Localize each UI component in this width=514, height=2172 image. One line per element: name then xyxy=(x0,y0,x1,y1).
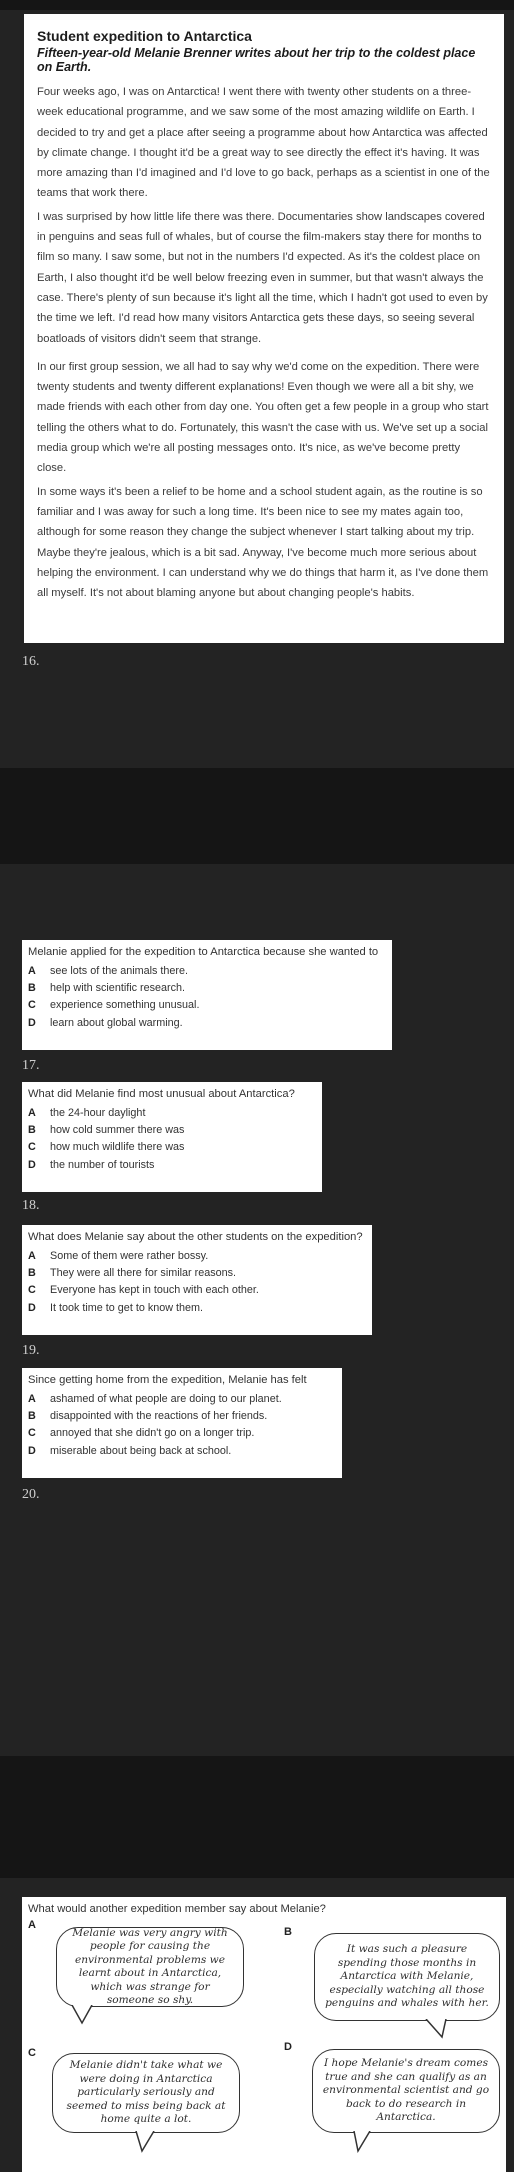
answer-option[interactable] xyxy=(28,1248,366,1265)
answer-option[interactable] xyxy=(28,1157,316,1174)
question-stem: What would another expedition member say about Melanie? xyxy=(28,1903,326,1915)
separator-band xyxy=(0,0,514,10)
speech-bubble-b[interactable] xyxy=(314,1933,500,2021)
option-text: help with scientific research. xyxy=(50,982,186,995)
option-letter: C xyxy=(28,2047,36,2059)
option-text: see lots of the animals there. xyxy=(50,965,189,977)
option-letter: D xyxy=(28,1016,36,1029)
article-paragraph: I was surprised by how little life there was there. Documentaries show landscapes covered in penguins and seas full of whales, but of course the film-makers stay there for months to film so many. I saw some, but not in the numbers I'd expected. As it's the coldest place on Earth, I also thought it'd be well below freezing even in summer, but that wasn't always the case. There's plenty of sun because it's light all the time, which I hadn't got used to even by the time we left. I'd read how many visitors Antarctica gets these days, so seeing several boatloads of visitors didn't seem that strange. xyxy=(37,210,488,345)
option-letter: B xyxy=(28,982,36,995)
option-text: It was such a pleasure spending those months in Antarctica with Melanie, especially watching all those penguins and whales with her. xyxy=(325,1943,489,2010)
option-letter: A xyxy=(28,1250,36,1262)
answer-option[interactable] xyxy=(28,1139,316,1156)
article-paragraph: In our first group session, we all had to say why we'd come on the expedition. There were twenty students and twenty different explanations! Even though we were all a bit shy, we made friends with each other from day one. You often get a few people in a group who start telling the others what to do. Fortunately, this wasn't the case with us. We've set up a social media group which we're all posting messages onto. It's nice, as we've become pretty close. xyxy=(37,360,489,475)
answer-option[interactable] xyxy=(28,997,386,1014)
speech-bubble-tail xyxy=(352,2131,382,2153)
option-letter: D xyxy=(28,1301,36,1314)
answer-option[interactable] xyxy=(28,1443,336,1460)
option-letter: B xyxy=(284,1926,292,1938)
article-subtitle: Fifteen-year-old Melanie Brenner writes about her trip to the coldest place on Earth. xyxy=(37,46,476,74)
option-letter: C xyxy=(28,999,36,1012)
option-letter: C xyxy=(28,1141,36,1154)
answer-option[interactable] xyxy=(28,1122,316,1139)
option-text: miserable about being back at school. xyxy=(50,1444,232,1457)
option-text: the 24-hour daylight xyxy=(50,1107,146,1119)
option-letter: D xyxy=(28,1444,36,1457)
option-text: Everyone has kept in touch with each other. xyxy=(50,1284,259,1297)
question-number: 19. xyxy=(22,1343,40,1358)
answer-option[interactable] xyxy=(28,1300,366,1317)
separator-band xyxy=(0,768,514,864)
speech-bubbles-card xyxy=(22,1897,506,2172)
answer-option[interactable] xyxy=(28,1425,336,1442)
article-title: Student expedition to Antarctica xyxy=(37,28,252,44)
option-text: ashamed of what people are doing to our planet. xyxy=(50,1393,282,1405)
speech-bubble-tail xyxy=(422,2019,452,2039)
option-text: how much wildlife there was xyxy=(50,1141,185,1154)
speech-bubble-tail xyxy=(132,2131,162,2153)
option-letter: D xyxy=(284,2041,292,2053)
answer-option[interactable] xyxy=(28,963,386,980)
article-panel xyxy=(24,14,504,643)
question-card xyxy=(22,940,392,1050)
option-text: Melanie didn't take what we were doing in Antarctica particularly seriously and seemed to miss being back at home quite a lot. xyxy=(66,2059,226,2126)
option-text: the number of tourists xyxy=(50,1158,155,1171)
option-text: learn about global warming. xyxy=(50,1016,183,1029)
option-letter: A xyxy=(28,1107,36,1119)
answer-option[interactable] xyxy=(28,980,386,997)
answer-option[interactable] xyxy=(28,1105,316,1122)
answer-option[interactable] xyxy=(28,1265,366,1282)
question-stem: What does Melanie say about the other students on the expedition? xyxy=(28,1231,363,1243)
speech-bubble-c[interactable] xyxy=(52,2053,240,2133)
option-text: Some of them were rather bossy. xyxy=(50,1250,209,1262)
article-paragraph: In some ways it's been a relief to be home and a school student again, as the routine is so familiar and I was away for such a long time. It's been nice to see my mates again too, although for some reason they change the subject whenever I start talking about my trip. Maybe they're jealous, which is a bit sad. Anyway, I've become much more serious about helping the environment. I can understand why we do things that harm it, as I've done them all myself. It's not about blaming anyone but about changing people's habits. xyxy=(37,485,489,600)
option-text: I hope Melanie's dream comes true and she can qualify as an environmental scientist and go back to do research in Antarctica. xyxy=(322,2057,490,2124)
question-card xyxy=(22,1082,322,1192)
option-text: It took time to get to know them. xyxy=(50,1301,204,1314)
speech-bubble-a[interactable] xyxy=(56,1927,244,2007)
option-letter: B xyxy=(28,1124,36,1137)
question-stem: What did Melanie find most unusual about Antarctica? xyxy=(28,1088,295,1100)
question-number: 17. xyxy=(22,1058,40,1073)
option-text: experience something unusual. xyxy=(50,999,200,1012)
option-letter: A xyxy=(28,1393,36,1405)
question-number: 20. xyxy=(22,1487,40,1502)
question-stem: Melanie applied for the expedition to Antarctica because she wanted to xyxy=(28,946,379,958)
question-number: 18. xyxy=(22,1198,40,1213)
option-letter: A xyxy=(28,1919,36,1931)
option-letter: A xyxy=(28,965,36,977)
question-number: 16. xyxy=(22,654,40,669)
option-text: They were all there for similar reasons. xyxy=(50,1267,237,1280)
speech-bubble-d[interactable] xyxy=(312,2049,500,2133)
answer-option[interactable] xyxy=(28,1015,386,1032)
option-text: disappointed with the reactions of her friends. xyxy=(50,1410,268,1423)
option-letter: B xyxy=(28,1410,36,1423)
article-paragraph: Four weeks ago, I was on Antarctica! I went there with twenty other students on a three-week educational programme, and we saw some of the most amazing wildlife on Earth. I decided to try and get a place after seeing a programme about how Antarctica was affected by climate change. I thought it'd be a great way to see directly the effect it's having. It was more amazing than I'd imagined and I'd love to go back, perhaps as a scientist in one of the teams that work there. xyxy=(37,86,490,200)
speech-bubble-tail xyxy=(70,2005,100,2025)
option-letter: C xyxy=(28,1284,36,1297)
option-text: annoyed that she didn't go on a longer trip. xyxy=(50,1427,255,1440)
option-text: how cold summer there was xyxy=(50,1124,185,1137)
separator-band xyxy=(0,1756,514,1878)
option-text: Melanie was very angry with people for causing the environmental problems we learnt about in Antarctica, which was strange for someone so shy. xyxy=(72,1926,228,2006)
question-card xyxy=(22,1368,342,1478)
answer-option[interactable] xyxy=(28,1391,336,1408)
option-letter: D xyxy=(28,1158,36,1171)
question-card xyxy=(22,1225,372,1335)
question-stem: Since getting home from the expedition, Melanie has felt xyxy=(28,1374,307,1386)
answer-option[interactable] xyxy=(28,1282,366,1299)
answer-option[interactable] xyxy=(28,1408,336,1425)
option-letter: C xyxy=(28,1427,36,1440)
option-letter: B xyxy=(28,1267,36,1280)
